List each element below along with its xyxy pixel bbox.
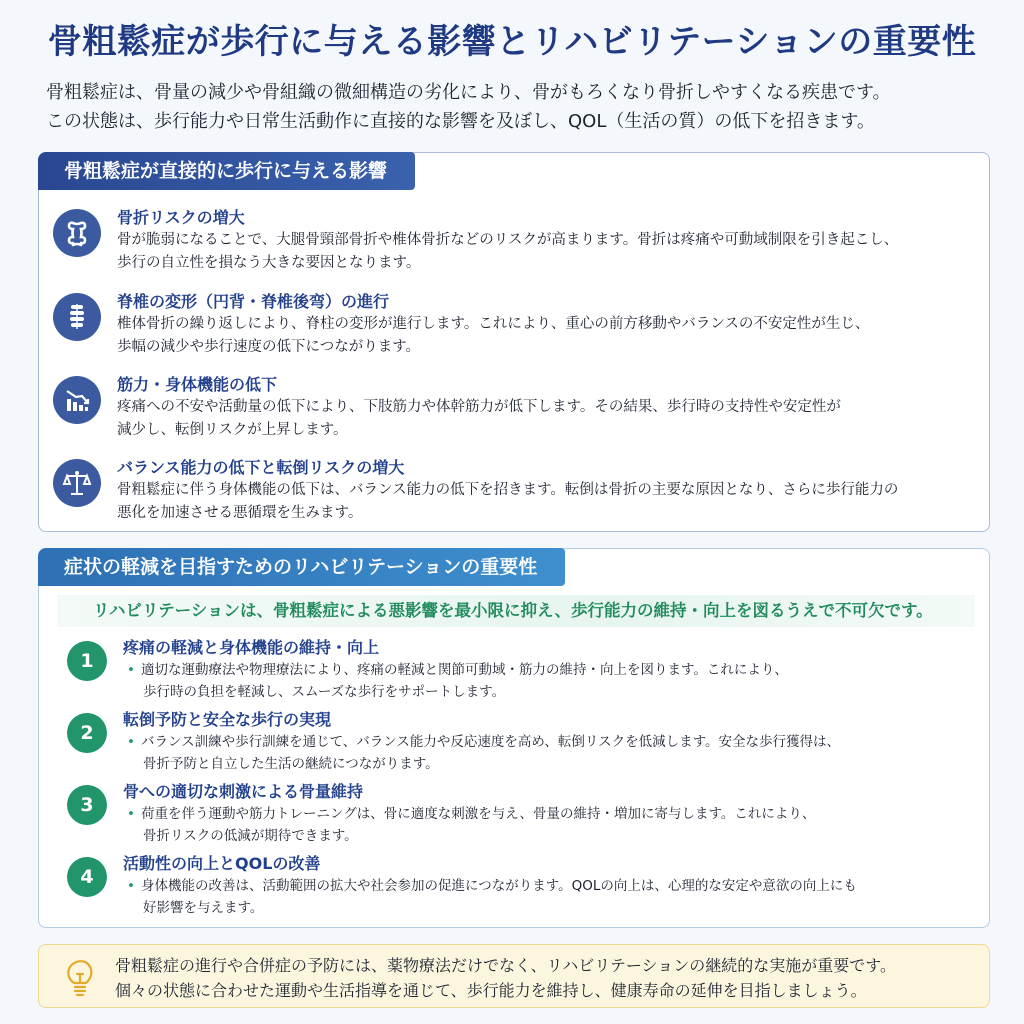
balance-scale-icon <box>53 459 101 507</box>
effect-line: 減少し、転倒リスクが上昇します。 <box>117 422 348 438</box>
lightbulb-icon <box>63 955 97 1003</box>
step-number-badge: 4 <box>67 857 107 897</box>
effect-line: 椎体骨折の繰り返しにより、脊柱の変形が進行します。これにより、重心の前方移動やバランスの不安定性が生じ、 <box>117 316 870 332</box>
intro-line: 骨粗鬆症は、骨量の減少や骨組織の微細構造の劣化により、骨がもろくなり骨折しやすくなる疾患です。 <box>46 82 891 103</box>
bullet-icon: • <box>127 806 135 822</box>
effect-line: 歩行の自立性を損なう大きな要因となります。 <box>117 255 421 271</box>
effect-line: 悪化を加速させる悪循環を生みます。 <box>117 505 363 521</box>
step-line: 骨折リスクの低減が期待できます。 <box>143 828 358 844</box>
page-title: 骨粗鬆症が歩行に与える影響とリハビリテーションの重要性 <box>47 22 977 62</box>
effect-title: バランス能力の低下と転倒リスクの増大 <box>117 458 405 477</box>
step-line: 好影響を与えます。 <box>143 900 264 916</box>
step-line-text: 荷重を伴う運動や筋力トレーニングは、骨に適度な刺激を与え、骨量の維持・増加に寄与します。これにより、 <box>140 806 816 822</box>
step-line-text: 適切な運動療法や物理療法により、疼痛の軽減と関節可動域・筋力の維持・向上を図ります。これにより、 <box>140 662 788 678</box>
note-line: 個々の状態に合わせた運動や生活指導を通じて、歩行能力を維持し、健康寿命の延伸を目指しましょう。 <box>115 981 867 1000</box>
step-line-text: バランス訓練や歩行訓練を通じて、バランス能力や反応速度を高め、転倒リスクを低減します。安全な歩行獲得は、 <box>140 734 840 750</box>
bullet-icon: • <box>127 662 135 678</box>
step-title: 骨への適切な刺激による骨量維持 <box>123 782 364 801</box>
step-number-badge: 1 <box>67 641 107 681</box>
step-description <box>127 803 977 847</box>
note-line: 骨粗鬆症の進行や合併症の予防には、薬物療法だけでなく、リハビリテーションの継続的な実施が重要です。 <box>115 956 896 975</box>
intro-text <box>46 78 1006 136</box>
bullet-icon: • <box>127 878 135 894</box>
bone-icon <box>53 209 101 257</box>
effect-title: 脊椎の変形（円背・脊椎後弯）の進行 <box>117 292 390 311</box>
step-description <box>127 731 977 775</box>
effect-description <box>117 313 983 359</box>
effect-title: 骨折リスクの増大 <box>117 208 245 227</box>
effects-panel <box>38 152 990 532</box>
step-title: 活動性の向上とQOLの改善 <box>123 854 321 873</box>
step-description <box>127 875 977 919</box>
step-title: 疼痛の軽減と身体機能の維持・向上 <box>123 638 380 657</box>
bullet-icon: • <box>127 734 135 750</box>
effect-line: 疼痛への不安や活動量の低下により、下肢筋力や体幹筋力が低下します。その結果、歩行時の支持性や安定性が <box>117 399 841 415</box>
step-line <box>127 731 977 753</box>
step-title: 転倒予防と安全な歩行の実現 <box>123 710 332 729</box>
step-line <box>127 659 977 681</box>
intro-line: この状態は、歩行能力や日常生活動作に直接的な影響を及ぼし、QOL（生活の質）の低下を招きます。 <box>46 111 875 132</box>
summary-note <box>38 944 990 1008</box>
step-line <box>127 875 977 897</box>
effect-description <box>117 396 983 442</box>
rehab-panel <box>38 548 990 928</box>
declining-chart-icon <box>53 376 101 424</box>
effect-line: 骨が脆弱になることで、大腿骨頸部骨折や椎体骨折などのリスクが高まります。骨折は疼痛や可動域制限を引き起こし、 <box>117 232 899 248</box>
effect-description <box>117 229 983 275</box>
effect-line: 骨粗鬆症に伴う身体機能の低下は、バランス能力の低下を招きます。転倒は骨折の主要な原因となり、さらに歩行能力の <box>117 482 899 498</box>
summary-note-text <box>115 953 985 1003</box>
step-line-text: 身体機能の改善は、活動範囲の拡大や社会参加の促進につながります。QOLの向上は、心理的な安定や意欲の向上にも <box>140 878 857 894</box>
step-line <box>127 803 977 825</box>
effect-line: 歩幅の減少や歩行速度の低下につながります。 <box>117 339 421 355</box>
effect-description <box>117 479 983 525</box>
spine-icon <box>53 293 101 341</box>
step-description <box>127 659 977 703</box>
step-number-badge: 2 <box>67 713 107 753</box>
effect-title: 筋力・身体機能の低下 <box>117 375 278 394</box>
step-line: 歩行時の負担を軽減し、スムーズな歩行をサポートします。 <box>143 684 506 700</box>
rehab-section-heading: 症状の軽減を目指すためのリハビリテーションの重要性 <box>38 548 565 586</box>
rehab-lead-text: リハビリテーションは、骨粗鬆症による悪影響を最小限に抑え、歩行能力の維持・向上を図るうえで不可欠です。 <box>57 595 975 627</box>
step-line: 骨折予防と自立した生活の継続につながります。 <box>143 756 439 772</box>
effects-section-heading: 骨粗鬆症が直接的に歩行に与える影響 <box>38 152 415 190</box>
step-number-badge: 3 <box>67 785 107 825</box>
